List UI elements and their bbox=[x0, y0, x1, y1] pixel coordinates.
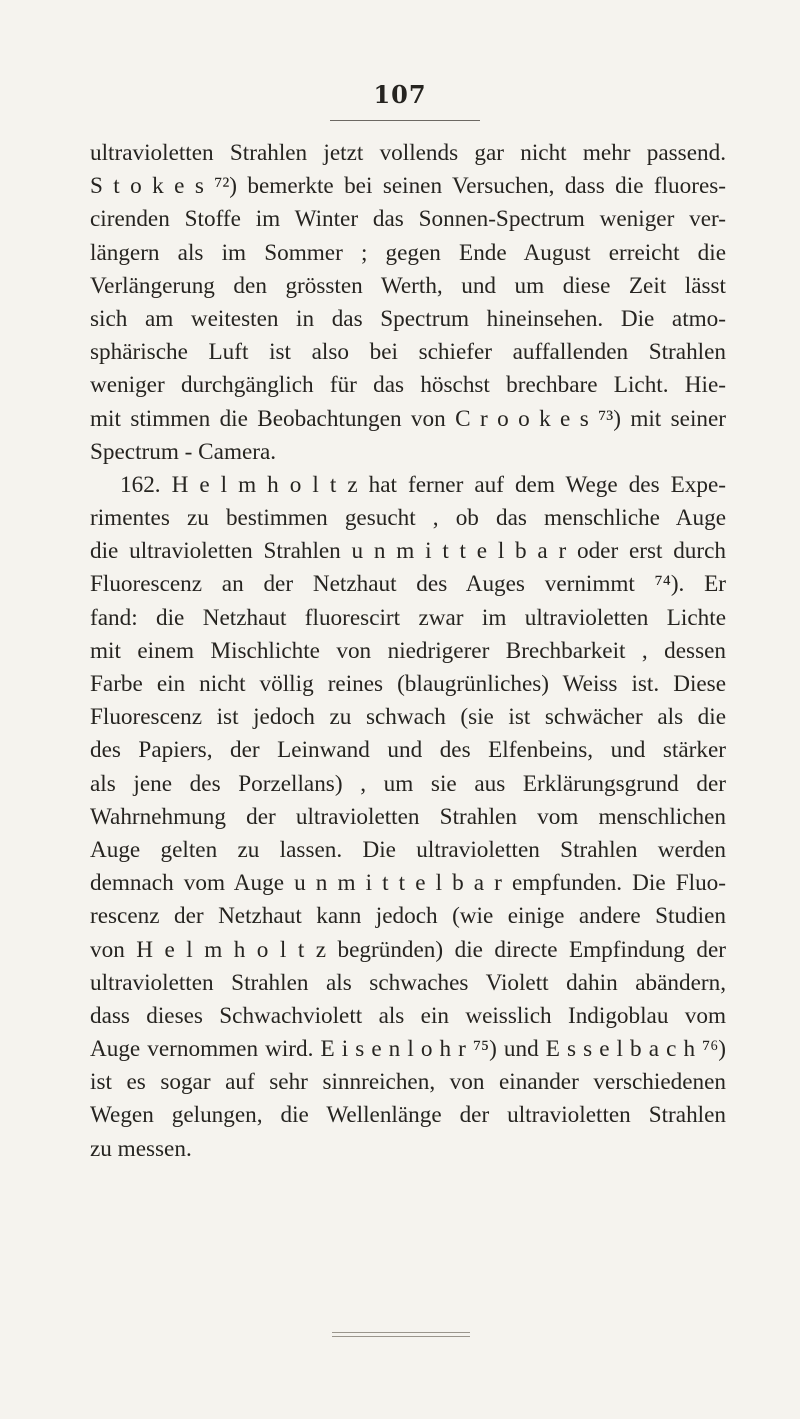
text-line: ultravioletten Strahlen jetzt vollends gar nicht mehr passend. bbox=[90, 140, 726, 166]
text-line: längern als im Sommer ; gegen Ende August erreicht die bbox=[90, 239, 726, 266]
body-text bbox=[90, 137, 726, 1166]
text-line: Fluorescenz an der Netzhaut des Auges vernimmt ⁷⁴). Er bbox=[90, 571, 726, 598]
header-rule bbox=[330, 120, 480, 121]
text-line: Wahrnehmung der ultravioletten Strahlen vom menschlichen bbox=[90, 803, 726, 830]
text-line: Fluorescenz ist jedoch zu schwach (sie ist schwächer als die bbox=[90, 704, 726, 731]
text-line: ultravioletten Strahlen als schwaches Violett dahin abändern, bbox=[90, 969, 726, 996]
page-number: 107 bbox=[373, 80, 427, 109]
text-line: zu messen. bbox=[90, 1135, 192, 1162]
text-line: ist es sogar auf sehr sinnreichen, von einander verschiedenen bbox=[90, 1069, 726, 1096]
text-line: sphärische Luft ist also bei schiefer auffallenden Strahlen bbox=[90, 339, 726, 366]
text-line: Wegen gelungen, die Wellenlänge der ultravioletten Strahlen bbox=[90, 1102, 726, 1129]
text-line: rimentes zu bestimmen gesucht , ob das menschliche Auge bbox=[90, 505, 726, 532]
text-line: als jene des Porzellans) , um sie aus Erklärungsgrund der bbox=[90, 770, 726, 797]
text-line: von H e l m h o l t z begründen) die directe Empfindung der bbox=[90, 936, 726, 963]
text-line: Auge gelten zu lassen. Die ultravioletten Strahlen werden bbox=[90, 836, 726, 863]
text-line: Verlängerung den grössten Werth, und um diese Zeit lässt bbox=[90, 272, 726, 299]
text-line: cirenden Stoffe im Winter das Sonnen-Spectrum weniger ver- bbox=[90, 206, 726, 233]
text-line: Farbe ein nicht völlig reines (blaugrünliches) Weiss ist. Diese bbox=[90, 671, 726, 697]
text-line: des Papiers, der Leinwand und des Elfenbeins, und stärker bbox=[90, 737, 726, 764]
text-line: demnach vom Auge u n m i t t e l b a r empfunden. Die Fluo- bbox=[90, 870, 726, 897]
footer-rule bbox=[332, 1332, 470, 1337]
text-line: fand: die Netzhaut fluorescirt zwar im ultravioletten Lichte bbox=[90, 604, 726, 631]
text-line: Spectrum - Camera. bbox=[90, 438, 277, 465]
text-line: S t o k e s ⁷²) bemerkte bei seinen Versuchen, dass die fluores- bbox=[90, 173, 726, 200]
text-line: rescenz der Netzhaut kann jedoch (wie einige andere Studien bbox=[90, 903, 726, 930]
text-line: sich am weitesten in das Spectrum hineinsehen. Die atmo- bbox=[90, 305, 726, 332]
text-line: Auge vernommen wird. E i s e n l o h r ⁷⁵) und E s s e l b a c h ⁷⁶) bbox=[90, 1036, 726, 1063]
paragraph-start-line: 162. H e l m h o l t z hat ferner auf dem Wege des Expe- bbox=[120, 471, 726, 498]
text-line: dass dieses Schwachviolett als ein weisslich Indigoblau vom bbox=[90, 1002, 726, 1029]
text-line: die ultravioletten Strahlen u n m i t t e l b a r oder erst durch bbox=[90, 538, 726, 565]
text-line: weniger durchgänglich für das höschst brechbare Licht. Hie- bbox=[90, 372, 726, 399]
text-line: mit einem Mischlichte von niedrigerer Brechbarkeit , dessen bbox=[90, 637, 726, 664]
text-line: mit stimmen die Beobachtungen von C r o o k e s ⁷³) mit seiner bbox=[90, 405, 726, 432]
